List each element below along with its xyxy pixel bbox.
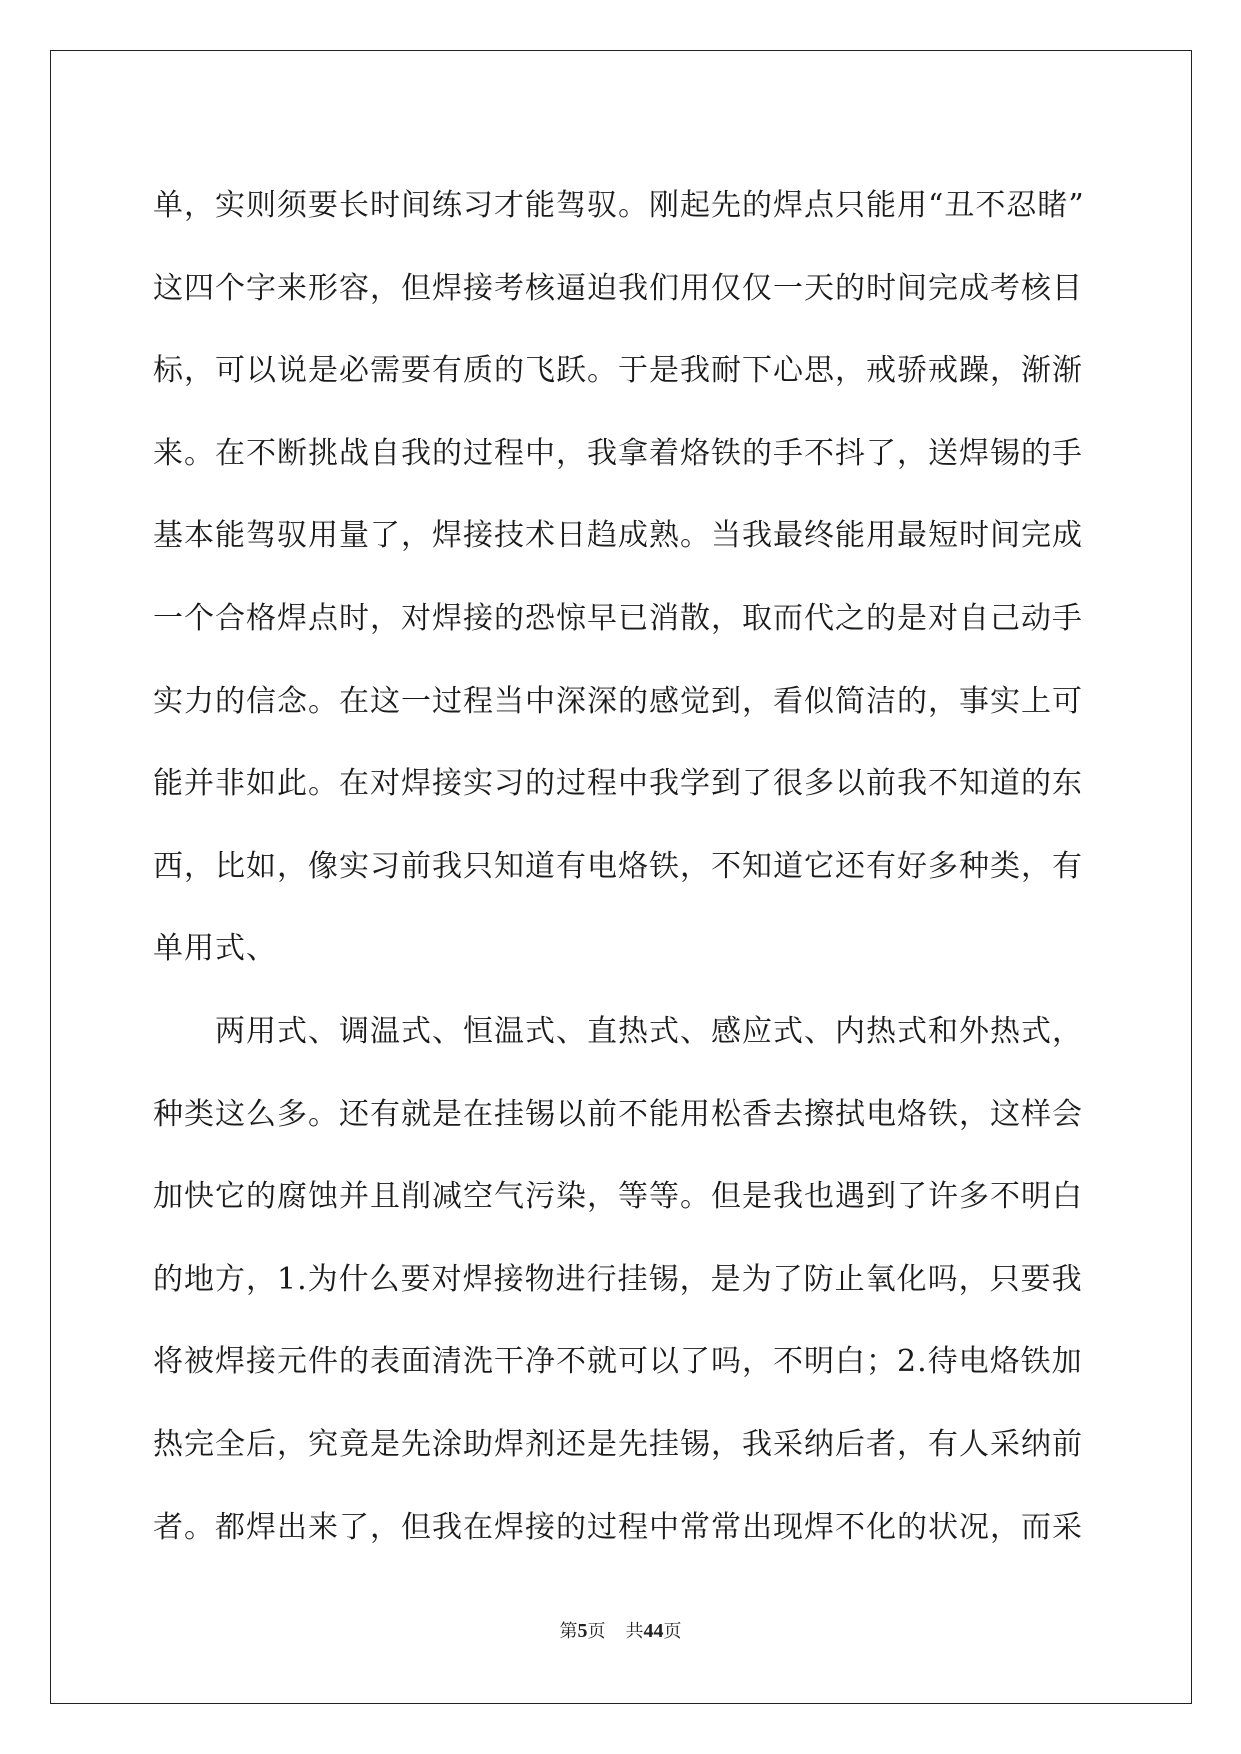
body-text (153, 165, 1093, 1569)
page-footer (0, 1617, 1241, 1643)
page-prefix: 第 (559, 1621, 578, 1642)
text-line-17: 者。都焊出来了，但我在焊接的过程中常常出现焊不化的状况，而采 (153, 1509, 1083, 1545)
total-prefix: 共 (625, 1621, 644, 1642)
text-line-3: 标，可以说是必需要有质的飞跃。于是我耐下心思，戒骄戒躁，渐渐 (153, 353, 1083, 389)
total-suffix: 页 (663, 1621, 682, 1642)
text-line-10: 单用式、 (153, 931, 277, 967)
text-line-11: 两用式、调温式、恒温式、直热式、感应式、内热式和外热式， (215, 1013, 1083, 1049)
text-line-14: 的地方，1.为什么要对焊接物进行挂锡，是为了防止氧化吗，只要我 (153, 1261, 1083, 1297)
total-pages: 44 (643, 1620, 664, 1642)
text-line-1: 单，实则须要长时间练习才能驾驭。刚起先的焊点只能用“丑不忍睹” (153, 188, 1085, 223)
text-line-5: 基本能驾驭用量了，焊接技术日趋成熟。当我最终能用最短时间完成 (153, 518, 1083, 554)
text-line-15: 将被焊接元件的表面清洗干净不就可以了吗，不明白；2.待电烙铁加 (153, 1344, 1083, 1380)
text-line-16: 热完全后，究竟是先涂助焊剂还是先挂锡，我采纳后者，有人采纳前 (153, 1426, 1083, 1462)
page-number: 5 (577, 1620, 588, 1642)
text-line-2: 这四个字来形容，但焊接考核逼迫我们用仅仅一天的时间完成考核目 (153, 270, 1083, 306)
text-line-6: 一个合格焊点时，对焊接的恐惊早已消散，取而代之的是对自己动手 (153, 600, 1083, 636)
text-line-13: 加快它的腐蚀并且削减空气污染，等等。但是我也遇到了许多不明白 (153, 1179, 1083, 1215)
text-line-9: 西，比如，像实习前我只知道有电烙铁，不知道它还有好多种类，有 (153, 848, 1083, 884)
page-suffix: 页 (587, 1621, 606, 1642)
text-line-4: 来。在不断挑战自我的过程中，我拿着烙铁的手不抖了，送焊锡的手 (153, 435, 1083, 471)
text-line-8: 能并非如此。在对焊接实习的过程中我学到了很多以前我不知道的东 (153, 766, 1083, 802)
text-line-12: 种类这么多。还有就是在挂锡以前不能用松香去擦拭电烙铁，这样会 (153, 1096, 1083, 1132)
text-line-7: 实力的信念。在这一过程当中深深的感觉到，看似简洁的，事实上可 (153, 683, 1083, 719)
